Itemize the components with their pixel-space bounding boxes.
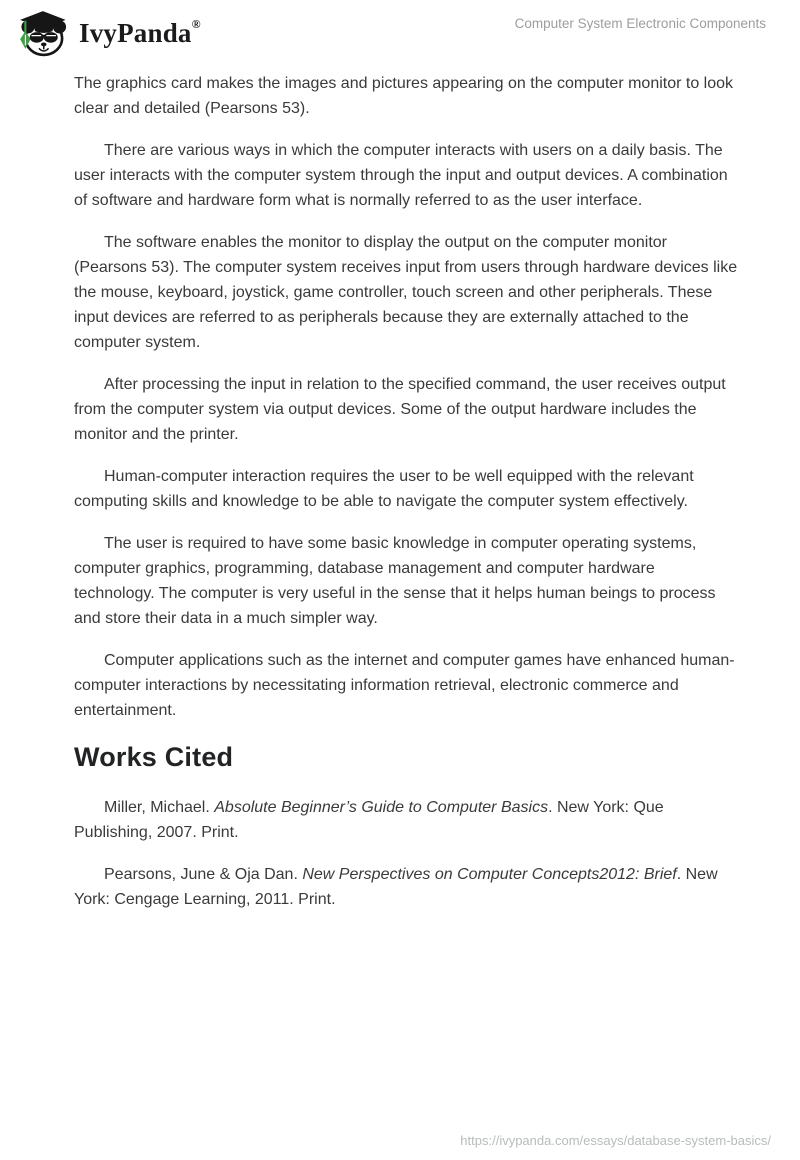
paragraph: Computer applications such as the internet and computer games have enhanced human- computer interactions by necessitating information retrieval, electronic commerce and entertainment. [74,652,735,719]
works-cited-heading: Works Cited [74,742,234,772]
registered-trademark-symbol: ® [191,17,201,31]
paragraph: The graphics card makes the images and pictures appearing on the computer monitor to look clear and detailed (Pearsons 53). [74,75,734,117]
citation-entry: Pearsons, June & Oja Dan. New Perspectives on Computer Concepts2012: Brief. New York: Cengage Learning, 2011. Print. [74,866,718,908]
brand [14,7,201,59]
source-url: https://ivypanda.com/essays/database-system-basics/ [460,1133,771,1148]
paragraph: There are various ways in which the computer interacts with users on a daily basis. The user interacts with the computer system through the input and output devices. A combination of software and hardware form what is normally referred to as the user interface. [74,142,728,209]
citation-entry: Miller, Michael. Absolute Beginner’s Guide to Computer Basics. New York: Que Publishing, 2007. Print. [74,799,664,841]
ivypanda-panda-logo-icon [14,7,70,59]
essay-body [0,62,800,912]
brand-wordmark: IvyPanda [79,18,192,48]
paragraph: The software enables the monitor to display the output on the computer monitor (Pearsons 53). The computer system receives input from users through hardware devices like the mouse, keyboard, joystick, game controller, touch screen and other peripherals. These input devices are referred to as peripherals because they are externally attached to the computer system. [74,234,738,351]
paragraph: After processing the input in relation to the specified command, the user receives output from the computer system via output devices. Some of the output hardware includes the monitor and the printer. [74,376,726,443]
paragraph: Human-computer interaction requires the user to be well equipped with the relevant computing skills and knowledge to be able to navigate the computer system effectively. [74,468,694,510]
page-header [0,0,800,62]
brand-name [79,7,201,59]
document-title: Computer System Electronic Components [514,16,766,31]
paragraph: The user is required to have some basic knowledge in computer operating systems, computer graphics, programming, database management and computer hardware technology. The computer is very useful in the sense that it helps human beings to process and store their data in a much simpler way. [74,535,716,627]
